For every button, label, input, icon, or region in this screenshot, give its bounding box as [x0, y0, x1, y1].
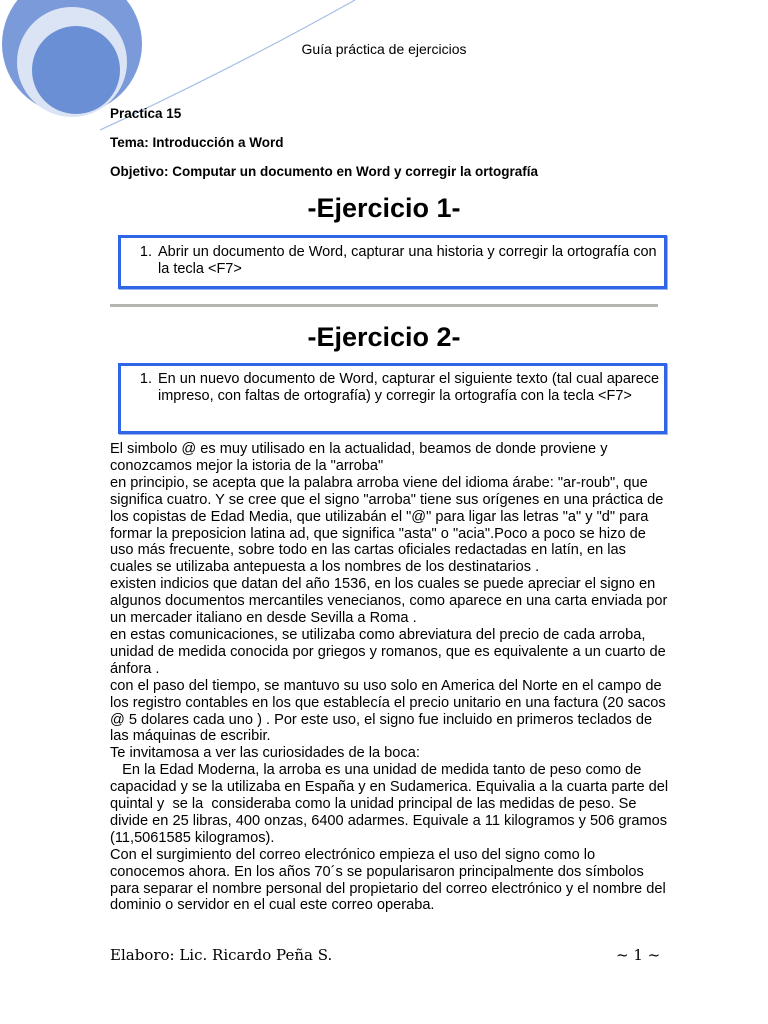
practice-text	[110, 441, 673, 914]
body-paragraph: existen indicios que datan del año 1536, en los cuales se puede apreciar el signo en algunos documentos mercantiles venecianos, como aparece en una carta enviada por un mercader italiano en desde Sevilla a Roma .	[110, 576, 672, 627]
footer-author: Elaboro: Lic. Ricardo Peña S.	[110, 946, 333, 964]
body-paragraph: en principio, se acepta que la palabra arroba viene del idioma árabe: "ar-roub", que significa cuatro. Y se cree que el signo "arroba" tiene sus orígenes en una práctica de los copistas de Edad Media, que utilizabán el "@" para ligar las letras "a" y "d" para formar la preposicion latina ad, que significa "asta" o "acia".Poco a poco se hizo de uso más frecuente, sobre todo en las cartas oficiales redactadas en latín, en las cuales se utilizaba antepuesta a los nombres de los destinatarios .	[110, 474, 668, 576]
ejercicio-1-item: 1. Abrir un documento de Word, capturar una historia y corregir la ortografía con la tecla <F7>	[156, 244, 664, 278]
inner-circle	[32, 26, 120, 114]
body-paragraph: Te invitamosa a ver las curiosidades de la boca:	[110, 745, 420, 762]
practica-label: Practica 15	[110, 106, 182, 121]
section-divider	[110, 304, 658, 307]
objetivo-label: Objetivo: Computar un documento en Word y corregir la ortografía	[110, 164, 539, 179]
page-number: ~ 1 ~	[616, 946, 661, 964]
body-paragraph: con el paso del tiempo, se mantuvo su uso solo en America del Norte en el campo de los registro contables en los que establecía el precio unitario en una factura (20 sacos @ 5 dolares cada uno ) . Por este uso, el signo fue incluido en primeros teclados de las máquinas de escribir.	[110, 677, 670, 745]
header-decoration	[0, 0, 360, 150]
body-paragraph: El simbolo @ es muy utilisado en la actualidad, beamos de donde proviene y conozcamos mejor la istoria de la "arroba"	[110, 441, 612, 474]
tema-label: Tema: Introducción a Word	[110, 135, 284, 150]
ejercicio-1-title: -Ejercicio 1-	[307, 193, 461, 223]
body-paragraph: en estas comunicaciones, se utilizaba como abreviatura del precio de cada arroba, unidad de medida conocida por griegos y romanos, que es equivalente a un cuarto de ánfora .	[110, 626, 670, 677]
body-paragraph: Con el surgimiento del correo electrónico empieza el uso del signo como lo conocemos ahora. En los años 70´s se popularisaron principalmente dos símbolos para separar el nombre personal del propietario del correo electrónico y el nombre del dominio o servidor en el cual este correo operaba.	[110, 846, 670, 914]
ejercicio-1-box	[118, 235, 667, 289]
header-title: Guía práctica de ejercicios	[301, 41, 467, 57]
ejercicio-2-box	[118, 363, 667, 434]
ejercicio-2-item: 1. En un nuevo documento de Word, capturar el siguiente texto (tal cual aparece impreso, con faltas de ortografía) y corregir la ortografía con la tecla <F7>	[156, 371, 664, 405]
body-paragraph: En la Edad Moderna, la arroba es una unidad de medida tanto de peso como de capacidad y se la utilizaba en España y en Sudamerica. Equivalia a la cuarta parte del quintal y se la consideraba como la unidad principal de las medidas de peso. Se divide en 25 libras, 400 onzas, 6400 adarmes. Equivale a 11 kilogramos y 506 gramos (11,5061585 kilogramos).	[110, 762, 673, 846]
ejercicio-2-title: -Ejercicio 2-	[307, 322, 461, 352]
